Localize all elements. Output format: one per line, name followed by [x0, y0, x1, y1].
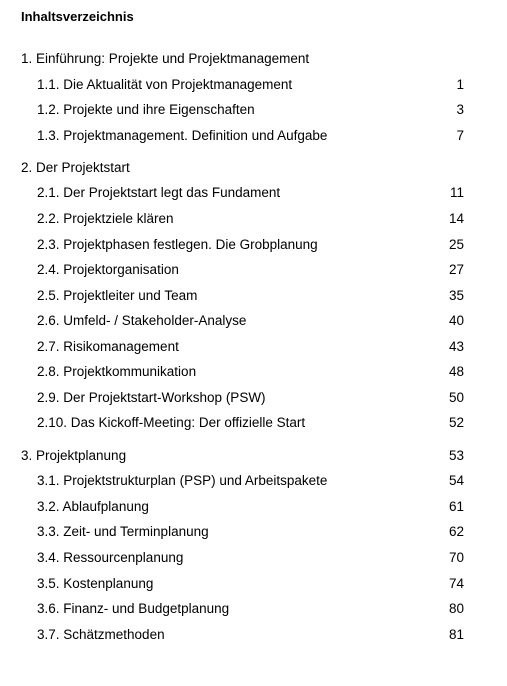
toc-page-number: 52	[448, 415, 464, 430]
toc-page-number: 61	[448, 499, 464, 514]
toc-section	[0, 261, 507, 279]
toc-page-number: 43	[448, 339, 464, 354]
toc-entry-label: 2.6. Umfeld- / Stakeholder-Analyse	[37, 313, 247, 328]
toc-entry-label: 2.10. Das Kickoff-Meeting: Der offizielle Start	[37, 415, 306, 430]
toc-section	[0, 549, 507, 567]
toc-entry-label: 2.4. Projektorganisation	[37, 262, 179, 277]
toc-section	[0, 600, 507, 618]
toc-page-number: 48	[448, 364, 464, 379]
toc-entry-label: 3. Projektplanung	[21, 448, 127, 463]
toc-page-number: 50	[448, 390, 464, 405]
toc-page-number: 3	[456, 102, 464, 117]
toc-section	[0, 101, 507, 119]
toc-section	[0, 236, 507, 254]
toc-entry-label: 2.8. Projektkommunikation	[37, 364, 197, 379]
toc-page-number: 27	[448, 262, 464, 277]
toc-entry-label: 1. Einführung: Projekte und Projektmanagement	[21, 51, 310, 66]
toc-entry-label: 1.2. Projekte und ihre Eigenschaften	[37, 102, 255, 117]
toc-chapter	[0, 50, 507, 68]
toc-page-number: 7	[456, 128, 464, 143]
toc-section	[0, 626, 507, 644]
toc-entry-label: 2.5. Projektleiter und Team	[37, 288, 198, 303]
toc-section	[0, 575, 507, 593]
toc-page-number: 62	[448, 524, 464, 539]
toc-page-number: 74	[448, 576, 464, 591]
toc-entry-label: 2.2. Projektziele klären	[37, 211, 174, 226]
toc-entry-label: 2.3. Projektphasen festlegen. Die Grobplanung	[37, 237, 318, 252]
toc-page-number: 81	[448, 627, 464, 642]
toc-page-number: 35	[448, 288, 464, 303]
toc-section	[0, 76, 507, 94]
toc-entry-label: 2.9. Der Projektstart-Workshop (PSW)	[37, 390, 266, 405]
toc-entry-label: 3.7. Schätzmethoden	[37, 627, 165, 642]
toc-page-number: 54	[448, 473, 464, 488]
toc-section	[0, 414, 507, 432]
toc-entry-label: 3.1. Projektstrukturplan (PSP) und Arbeitspakete	[37, 473, 328, 488]
toc-page-number: 14	[448, 211, 464, 226]
toc-section	[0, 184, 507, 202]
toc-title: Inhaltsverzeichnis	[21, 9, 134, 24]
toc-entry-label: 3.4. Ressourcenplanung	[37, 550, 184, 565]
toc-section	[0, 127, 507, 145]
toc-section	[0, 389, 507, 407]
toc-section	[0, 498, 507, 516]
toc-section	[0, 287, 507, 305]
toc-chapter	[0, 447, 507, 465]
toc-page-number: 11	[449, 185, 464, 200]
toc-section	[0, 312, 507, 330]
toc-section	[0, 363, 507, 381]
toc-entry-label: 2.7. Risikomanagement	[37, 339, 179, 354]
toc-section	[0, 523, 507, 541]
toc-entry-label: 3.3. Zeit- und Terminplanung	[37, 524, 209, 539]
toc-page-number: 80	[448, 601, 464, 616]
toc-chapter	[0, 159, 507, 177]
toc-page-number: 70	[448, 550, 464, 565]
toc-section	[0, 210, 507, 228]
toc-page-number: 25	[448, 237, 464, 252]
toc-entry-label: 3.2. Ablaufplanung	[37, 499, 149, 514]
toc-page-number: 1	[456, 77, 464, 92]
toc-entry-label: 2.1. Der Projektstart legt das Fundament	[37, 185, 281, 200]
toc-entry-label: 1.3. Projektmanagement. Definition und Aufgabe	[37, 128, 328, 143]
toc-entry-label: 3.6. Finanz- und Budgetplanung	[37, 601, 230, 616]
toc-entry-label: 3.5. Kostenplanung	[37, 576, 154, 591]
toc-page-number: 40	[448, 313, 464, 328]
toc-section	[0, 472, 507, 490]
toc-entry-label: 2. Der Projektstart	[21, 160, 130, 175]
toc-entry-label: 1.1. Die Aktualität von Projektmanagement	[37, 77, 293, 92]
toc-section	[0, 338, 507, 356]
toc-page-number: 53	[448, 448, 464, 463]
